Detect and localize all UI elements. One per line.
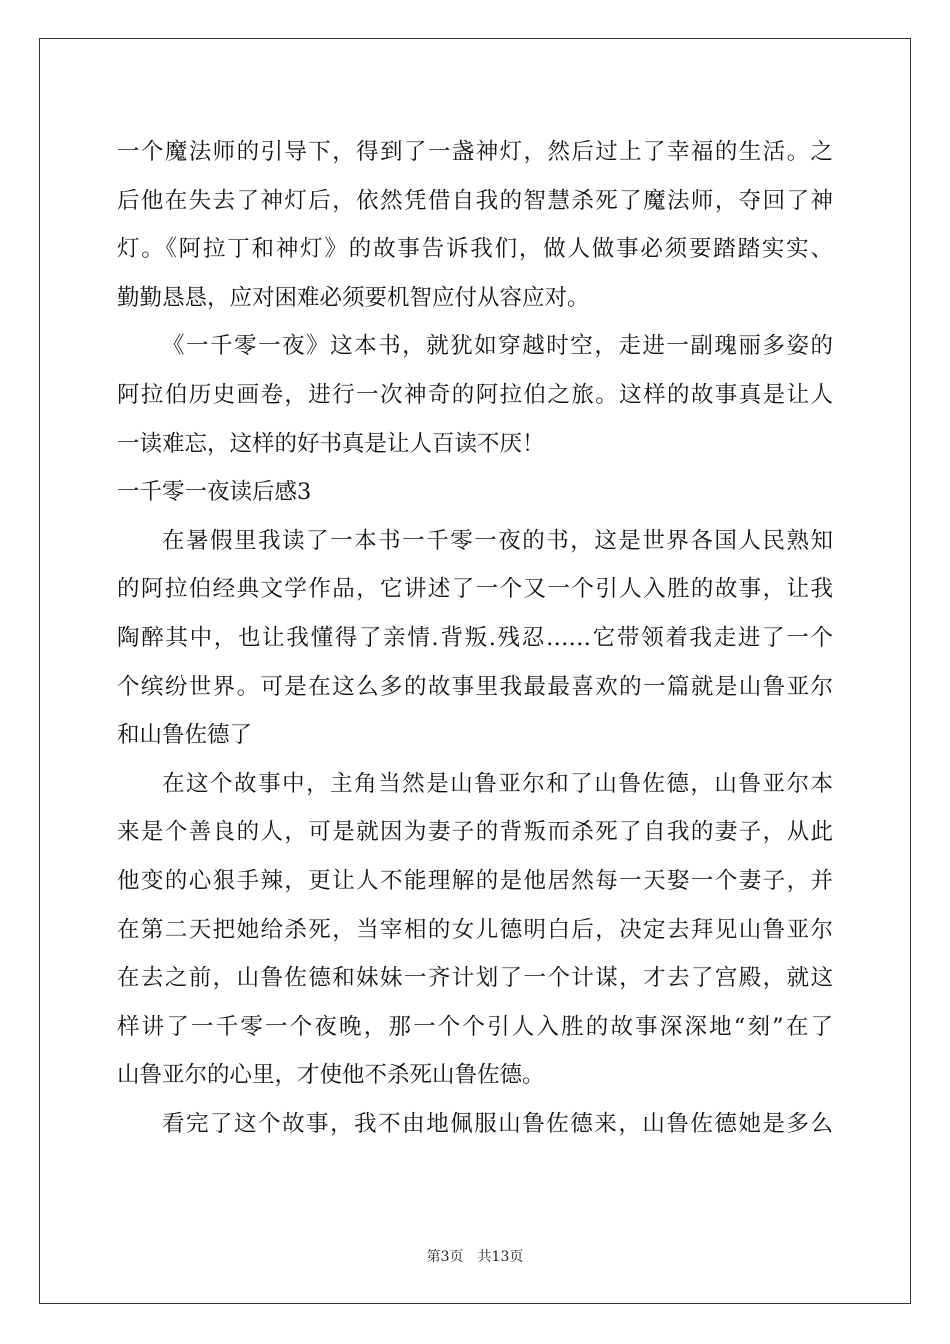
paragraph-start-line: 《一千零一夜》这本书，就犹如穿越时空，走进一副瑰丽多姿的: [162, 333, 833, 360]
paragraph-start-line: 在暑假里我读了一本书一千零一夜的书，这是世界各国人民熟知: [162, 527, 833, 554]
page-number: 第3页: [426, 1249, 464, 1265]
text-line: 灯。《阿拉丁和神灯》的故事告诉我们，做人做事必须要踏踏实实、: [117, 236, 833, 263]
page-total: 共13页: [477, 1249, 524, 1265]
text-line: 的阿拉伯经典文学作品，它讲述了一个又一个引人入胜的故事，让我: [117, 576, 833, 603]
text-line: 在第二天把她给杀死，当宰相的女儿德明白后，决定去拜见山鲁亚尔: [117, 916, 833, 943]
section-heading: 一千零一夜读后感3: [117, 479, 312, 506]
text-line: 一读难忘，这样的好书真是让人百读不厌！: [117, 430, 545, 457]
text-line: 后他在失去了神灯后，依然凭借自我的智慧杀死了魔法师，夺回了神: [117, 187, 833, 214]
text-line: 来是个善良的人，可是就因为妻子的背叛而杀死了自我的妻子，从此: [117, 819, 833, 846]
text-line: 样讲了一千零一个夜晚，那一个个引人入胜的故事深深地“刻”在了: [117, 1013, 833, 1040]
text-line: 在去之前，山鲁佐德和妹妹一齐计划了一个计谋，才去了宫殿，就这: [117, 965, 833, 992]
document-body: [117, 128, 833, 1148]
text-line: 和山鲁佐德了: [117, 722, 253, 749]
paragraph-start-line: 在这个故事中，主角当然是山鲁亚尔和了山鲁佐德，山鲁亚尔本: [162, 770, 833, 797]
text-line: 勤勤恳恳，应对困难必须要机智应付从容应对。: [117, 284, 590, 311]
page-footer: [0, 1246, 950, 1266]
paragraph-start-line: 看完了这个故事，我不由地佩服山鲁佐德来，山鲁佐德她是多么: [162, 1110, 833, 1137]
text-line: 个缤纷世界。可是在这么多的故事里我最最喜欢的一篇就是山鲁亚尔: [117, 673, 833, 700]
text-line: 一个魔法师的引导下，得到了一盏神灯，然后过上了幸福的生活。之: [117, 139, 833, 165]
text-line: 陶醉其中，也让我懂得了亲情.背叛.残忍……它带领着我走进了一个: [117, 624, 833, 651]
text-line: 山鲁亚尔的心里，才使他不杀死山鲁佐德。: [117, 1062, 545, 1089]
text-line: 阿拉伯历史画卷，进行一次神奇的阿拉伯之旅。这样的故事真是让人: [117, 381, 833, 408]
text-line: 他变的心狠手辣，更让人不能理解的是他居然每一天娶一个妻子，并: [117, 867, 833, 894]
